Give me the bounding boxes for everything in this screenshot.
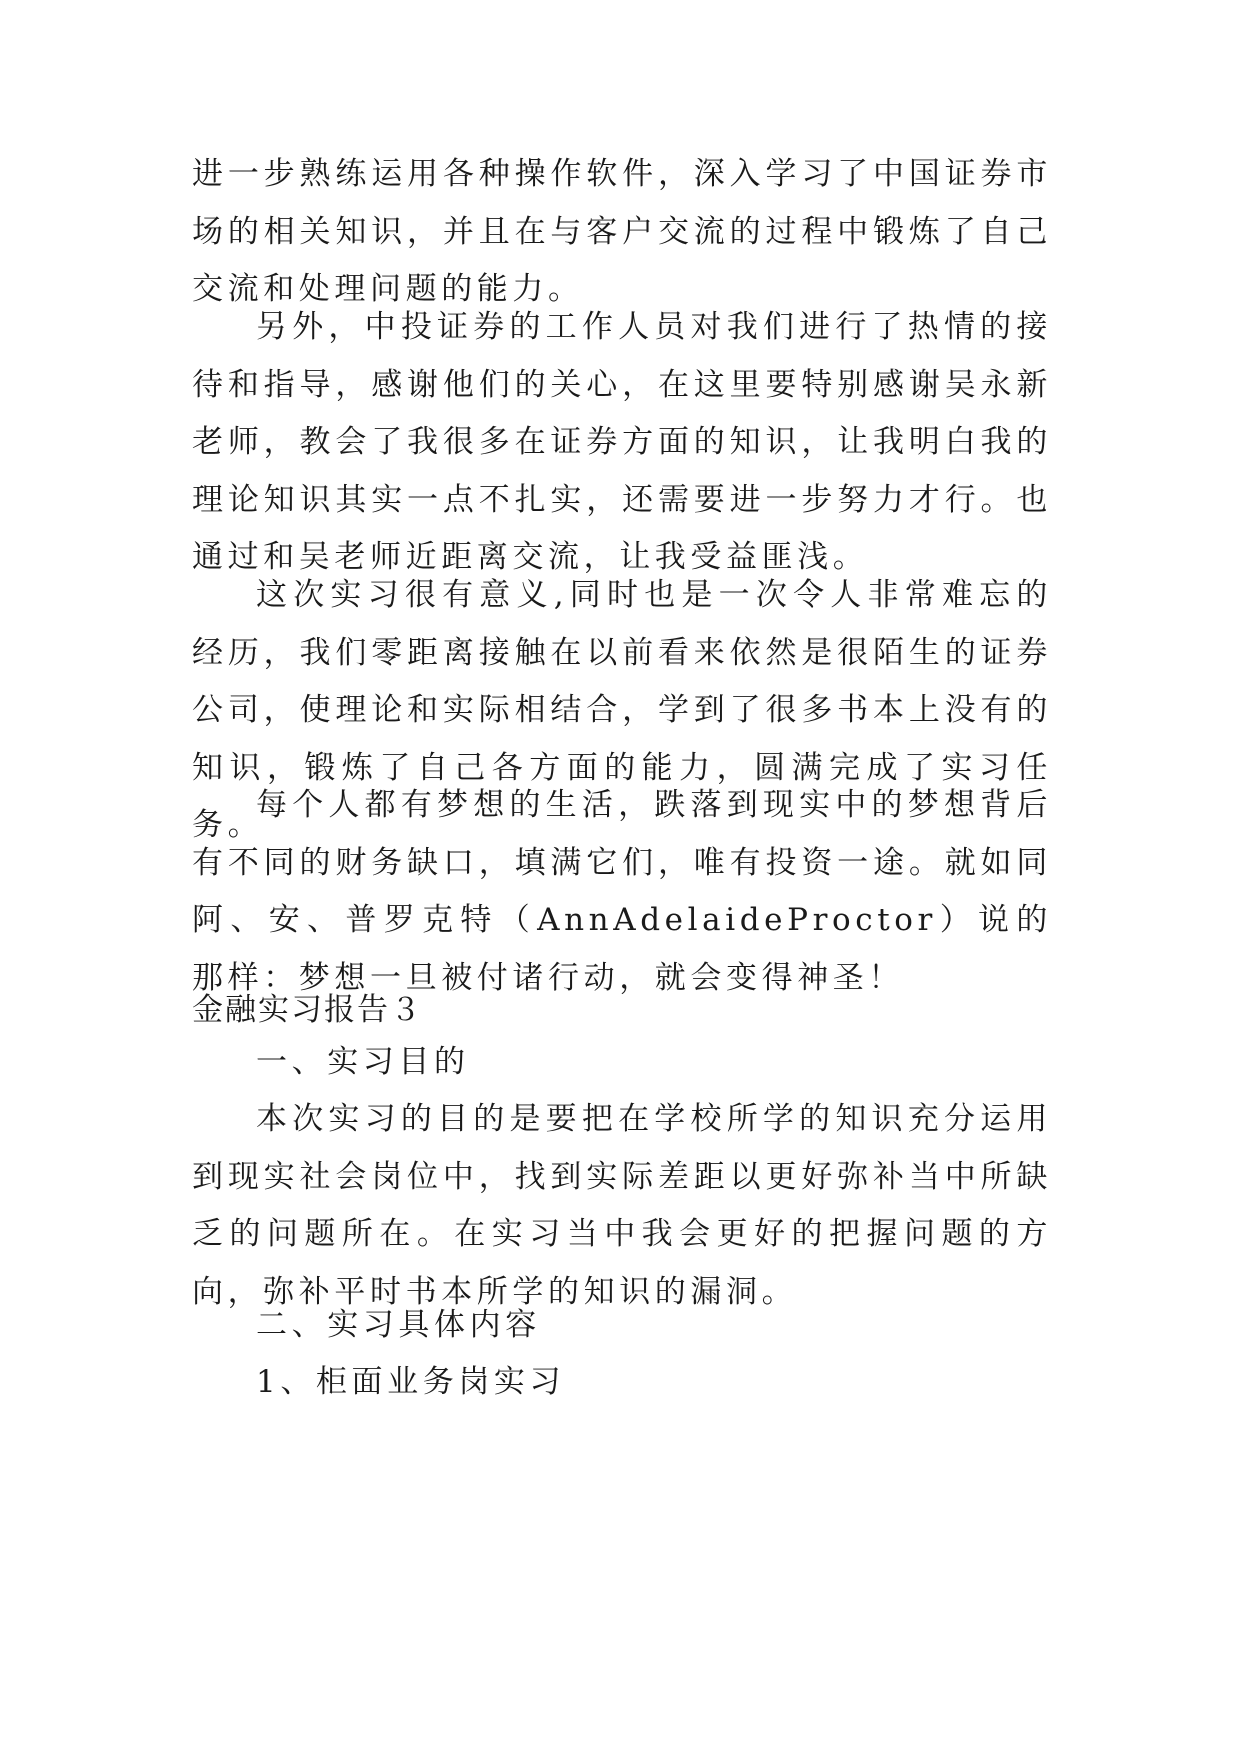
paragraph-meaning: 这次实习很有意义,同时也是一次令人非常难忘的经历，我们零距离接触在以前看来依然是很陌生的证券公司，使理论和实际相结合，学到了很多书本上没有的知识，锻炼了自己各方面的能力，圆满完成了实习任务。 [192,577,1052,843]
paragraph-dream: 每个人都有梦想的生活，跌落到现实中的梦想背后有不同的财务缺口，填满它们，唯有投资一途。就如同阿、安、普罗克特（AnnAdelaideProctor）说的那样：梦想一旦被付诸行动，就会变得神圣！ [192,787,1052,996]
purpose-paragraph: 本次实习的目的是要把在学校所学的知识充分运用到现实社会岗位中，找到实际差距以更好弥补当中所缺乏的问题所在。在实习当中我会更好的把握问题的方向，弥补平时书本所学的知识的漏洞。 [192,1101,1052,1310]
content-heading: 二、实习具体内容 [256,1307,541,1343]
paragraph-thanks: 另外，中投证券的工作人员对我们进行了热情的接待和指导，感谢他们的关心，在这里要特别感谢吴永新老师，教会了我很多在证券方面的知识，让我明白我的理论知识其实一点不扎实，还需要进一步努力才行。也通过和吴老师近距离交流，让我受益匪浅。 [192,309,1052,575]
paragraph-continued: 进一步熟练运用各种操作软件，深入学习了中国证券市场的相关知识，并且在与客户交流的过程中锻炼了自己交流和处理问题的能力。 [192,156,1052,307]
purpose-heading: 一、实习目的 [256,1044,470,1080]
content-item-1: 1、柜面业务岗实习 [256,1364,566,1400]
section-title: 金融实习报告３ [192,992,423,1028]
